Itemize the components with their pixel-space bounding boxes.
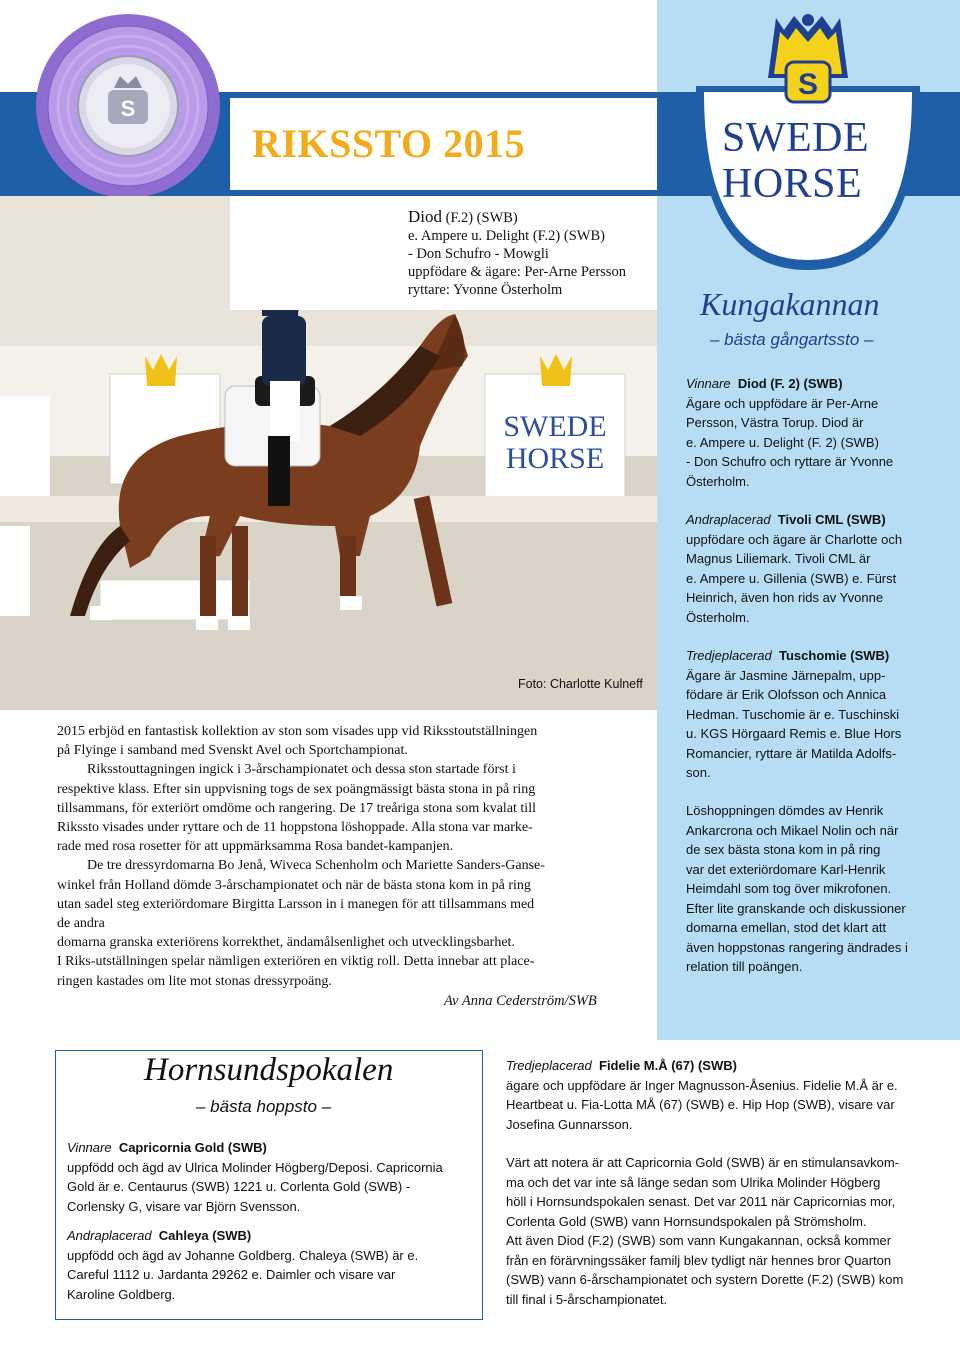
hornsund-subtitle: – bästa hoppsto –	[196, 1097, 332, 1116]
text-line: Värt att notera är att Capricornia Gold (SWB) är en stimulansavkom-	[506, 1155, 900, 1170]
text-line: Efter lite granskande och diskussioner	[686, 900, 906, 916]
article-line: ringen kastades om lite mot stonas dressyrpoäng.	[57, 973, 332, 989]
text-line: domarna emellan, stod det klart att	[686, 920, 887, 935]
horse-name: Capricornia Gold (SWB)	[118, 1140, 267, 1155]
article-line: domarna granska exteriörens korrekthet, ändamålsenlighet och utvecklingsbarhet.	[57, 935, 515, 951]
text-line: u. KGS Hörgaard Remis e. Blue Hors	[686, 726, 902, 741]
caption-line: - Don Schufro - Mowgli	[408, 246, 549, 262]
hornsund-notes	[506, 1153, 936, 1309]
text-line: även hoppstonas rangering ändrades i	[686, 939, 908, 955]
text-line: Josefina Gunnarsson.	[506, 1116, 633, 1132]
text-line: Heartbeat u. Fia-Lotta MÅ (67) (SWB) e. Hip Hop (SWB), visare var	[506, 1097, 895, 1112]
hornsund-second	[67, 1226, 477, 1304]
article-body	[57, 722, 617, 991]
kungakannan-notes	[686, 801, 948, 977]
text-line: de sex bästa stona kom in på ring	[686, 842, 881, 857]
article-line: De tre dressyrdomarna Bo Jenå, Wiveca Schenholm och Mariette Sanders-Ganse-	[87, 858, 545, 874]
placement-label: Andraplacerad	[67, 1228, 152, 1243]
kungakannan-winner	[686, 374, 948, 491]
logo-text-line1: SWEDE	[722, 115, 870, 161]
kungakannan-title: Kungakannan	[700, 286, 880, 322]
text-line: e. Ampere u. Gillenia (SWB) e. Fürst	[686, 570, 897, 586]
placement-label: Andraplacerad	[686, 512, 771, 527]
text-line: Romancier, ryttare är Matilda Adolfs-	[686, 745, 897, 761]
text-line: uppfödd och ägd av Ulrica Molinder Högberg/Deposi. Capricornia	[67, 1159, 443, 1175]
horse-name: Diod (F. 2) (SWB)	[737, 376, 843, 391]
hornsund-winner	[67, 1138, 477, 1216]
caption-horse-suffix: (F.2) (SWB)	[445, 210, 518, 226]
article-line: tillsammans, för exteriört omdöme och rangering. De 17 treåriga stona som kvalat till	[57, 800, 536, 816]
caption-line: uppfödare & ägare: Per-Arne Persson	[408, 264, 626, 280]
svg-text:HORSE: HORSE	[505, 442, 605, 475]
text-line: Ägare och uppfödare är Per-Arne	[686, 395, 879, 411]
placement-label: Tredjeplacerad	[686, 648, 772, 663]
article-line: Riksstouttagningen ingick i 3-årschampionatet och dessa ston startade först i	[87, 762, 516, 778]
text-line: födare är Erik Olofsson och Annica	[686, 687, 887, 702]
caption-line: e. Ampere u. Delight (F.2) (SWB)	[408, 228, 605, 244]
text-line: Österholm.	[686, 473, 750, 489]
text-line: Persson, Västra Torup. Diod är	[686, 415, 864, 430]
article-line: de andra	[57, 916, 105, 932]
svg-text:S: S	[120, 96, 136, 121]
text-line: ma och det var inte så länge sedan som Ulrika Molinder Högberg	[506, 1174, 881, 1190]
text-line: Ankarcrona och Mikael Nolin och när	[686, 822, 899, 838]
text-line: Heinrich, även hon rids av Yvonne	[686, 590, 884, 605]
text-line: e. Ampere u. Delight (F. 2) (SWB)	[686, 434, 879, 450]
caption-line: ryttare: Yvonne Österholm	[408, 282, 563, 298]
article-line: Rikssto visades under ryttare och de 11 hoppstona löshoppade. Alla stona var marke-	[57, 820, 533, 836]
text-line: Österholm.	[686, 609, 750, 625]
article-line: respektive klass. Efter sin uppvisning togs de sex poängmässigt bästa stona in på ring	[57, 781, 536, 797]
text-line: uppfödare och ägare är Charlotte och	[686, 531, 903, 547]
text-line: var det exteriördomare Karl-Henrik	[686, 861, 886, 877]
article-line: utan sadel steg exteriördomare Birgitta Larsson in i manegen för att tillsammans med	[57, 896, 535, 912]
article-line: rade med rosa rosetter för att uppmärksamma Rosa bandet-kampanjen.	[57, 839, 454, 855]
logo-text-line2: HORSE	[722, 161, 863, 207]
horse-name: Fidelie M.Å (67) (SWB)	[599, 1058, 737, 1073]
kungakannan-second	[686, 510, 948, 627]
text-line: - Don Schufro och ryttare är Yvonne	[686, 454, 894, 469]
placement-label: Tredjeplacerad	[506, 1058, 592, 1073]
text-line: uppfödd och ägd av Johanne Goldberg. Chaleya (SWB) är e.	[67, 1247, 419, 1263]
text-line: (SWB) vann 6-årschampionatet och systern Dorette (F.2) (SWB) kom	[506, 1272, 904, 1287]
text-line: Corlenta Gold (SWB) vann Hornsundspokalen på Strömsholm.	[506, 1213, 867, 1229]
article-line: I Riks-utställningen spelar nämligen exteriören en viktig roll. Detta innebar att place-	[57, 954, 535, 970]
placement-label: Vinnare	[686, 376, 731, 391]
photo-caption	[408, 208, 626, 299]
article-author: Av Anna Cederström/SWB	[444, 993, 597, 1009]
photo-credit: Foto: Charlotte Kulneff	[518, 677, 643, 691]
text-line: Careful 1112 u. Jardanta 29262 e. Daimler och visare var	[67, 1267, 396, 1282]
horse-name: Cahleya (SWB)	[158, 1228, 252, 1243]
horse-name: Tuschomie (SWB)	[779, 648, 890, 663]
text-line: Gold är e. Centaurus (SWB) 1221 u. Corlenta Gold (SWB) -	[67, 1179, 411, 1194]
text-line: Karoline Goldberg.	[67, 1286, 176, 1302]
placement-label: Vinnare	[67, 1140, 112, 1155]
text-line: ägare och uppfödare är Inger Magnusson-Åsenius. Fidelie M.Å är e.	[506, 1077, 898, 1093]
text-line: Magnus Liliemark. Tivoli CML är	[686, 551, 871, 566]
text-line: Att även Diod (F.2) (SWB) som vann Kungakannan, också kommer	[506, 1233, 892, 1248]
kungakannan-subtitle: – bästa gångartssto –	[710, 330, 874, 349]
svg-text:SWEDE: SWEDE	[503, 410, 607, 443]
svg-text:S: S	[797, 68, 819, 101]
kungakannan-third	[686, 646, 948, 783]
hornsund-third	[506, 1056, 936, 1134]
article-line: winkel från Holland dömde 3-årschampionatet och när de bästa stona kom in på ring	[57, 877, 531, 893]
text-line: Hedman. Tuschomie är e. Tuschinski	[686, 706, 900, 722]
text-line: till final i 5-årschampionatet.	[506, 1291, 668, 1307]
text-line: höll i Hornsundspokalen senast. Det var 2011 när Capricornias mor,	[506, 1194, 896, 1209]
caption-horse-name: Diod	[408, 207, 442, 226]
horse-name: Tivoli CML (SWB)	[777, 512, 886, 527]
hornsund-title: Hornsundspokalen	[144, 1052, 394, 1088]
text-line: Löshoppningen dömdes av Henrik	[686, 803, 884, 818]
text-line: Heimdahl som tog över mikrofonen.	[686, 881, 892, 896]
page-title: RIKSSTO 2015	[252, 121, 526, 166]
article-line: 2015 erbjöd en fantastisk kollektion av ston som visades upp vid Riksstoutställningen	[57, 724, 538, 739]
text-line: från en förärvningssäker familj blev tydligt när hennes bror Quarton	[506, 1252, 892, 1268]
text-line: Ägare är Jasmine Järnepalm, upp-	[686, 667, 886, 683]
text-line: Corlensky G, visare var Björn Svensson.	[67, 1198, 301, 1214]
article-line: på Flyinge i samband med Svenskt Avel och Sportchampionat.	[57, 743, 408, 759]
text-line: son.	[686, 765, 711, 780]
text-line: relation till poängen.	[686, 959, 803, 974]
